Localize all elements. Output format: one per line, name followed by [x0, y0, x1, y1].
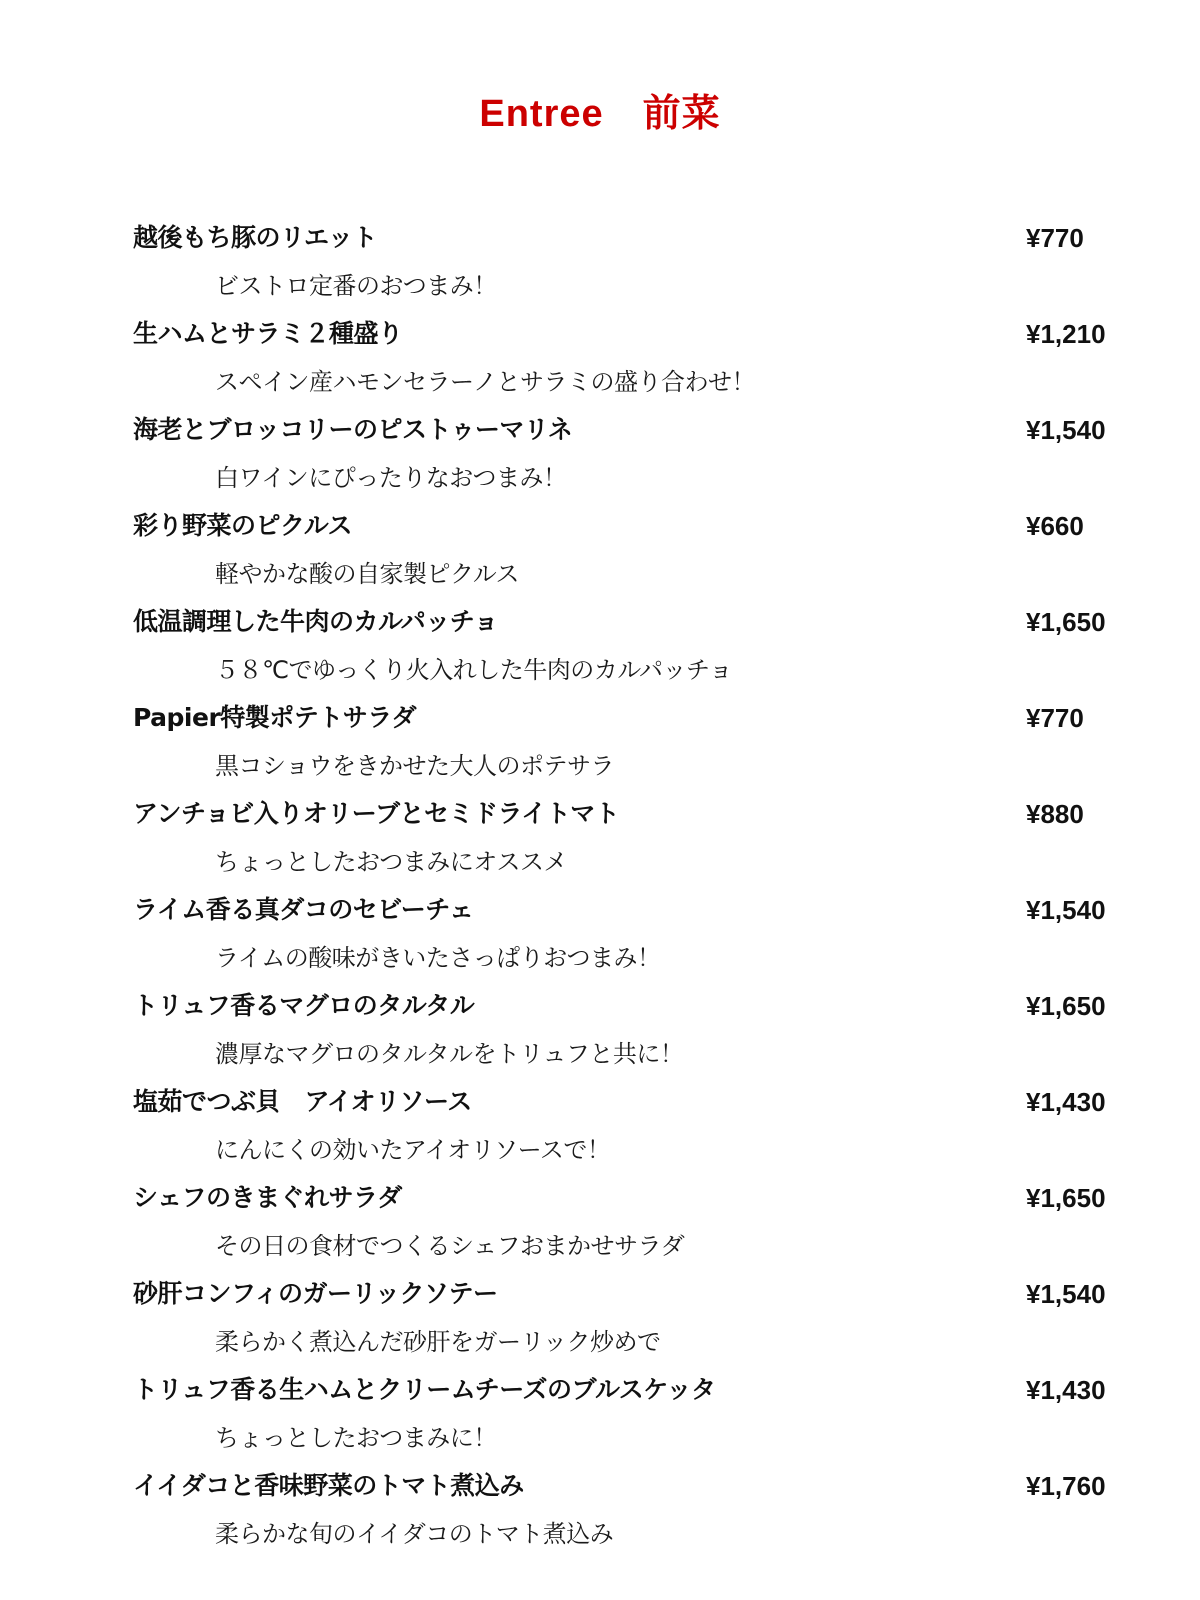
item-name: 生ハムとサラミ２種盛り — [133, 319, 403, 348]
item-name: 塩茹でつぶ貝 アイオリソース — [133, 1087, 472, 1116]
item-price: ¥1,540 — [1026, 415, 1106, 445]
menu-item — [133, 414, 1113, 510]
menu-item — [133, 798, 1113, 894]
item-description: 白ワインにぴったりなおつまみ！ — [215, 464, 567, 492]
item-price: ¥660 — [1026, 511, 1084, 541]
menu-item — [133, 318, 1113, 414]
item-name: 越後もち豚のリエット — [133, 223, 378, 252]
menu-list — [133, 222, 1113, 1566]
item-description: ちょっとしたおつまみにオススメ — [215, 848, 568, 876]
menu-item — [133, 606, 1113, 702]
menu-item — [133, 894, 1113, 990]
item-price: ¥880 — [1026, 799, 1084, 829]
item-description: ５８℃でゆっくり火入れした牛肉のカルパッチョ — [215, 656, 733, 684]
menu-item — [133, 1278, 1113, 1374]
item-price: ¥1,210 — [1026, 319, 1106, 349]
item-description: 柔らかな旬のイイダコのトマト煮込み — [215, 1520, 614, 1548]
item-name: 砂肝コンフィのガーリックソテー — [133, 1279, 498, 1308]
menu-item — [133, 1470, 1113, 1566]
item-name: アンチョビ入りオリーブとセミドライトマト — [133, 799, 620, 828]
item-description: その日の食材でつくるシェフおまかせサラダ — [215, 1232, 685, 1260]
item-name: 彩り野菜のピクルス — [133, 511, 353, 540]
page-title: Entree 前菜 — [479, 93, 721, 135]
item-description: 軽やかな酸の自家製ピクルス — [215, 560, 520, 588]
item-name: ライム香る真ダコのセビーチェ — [133, 895, 474, 924]
item-description: ライムの酸味がきいたさっぱりおつまみ！ — [215, 944, 661, 972]
item-description: にんにくの効いたアイオリソースで！ — [215, 1136, 611, 1164]
item-name: イイダコと香味野菜のトマト煮込み — [133, 1471, 524, 1500]
item-price: ¥770 — [1026, 223, 1084, 253]
item-description: 濃厚なマグロのタルタルをトリュフと共に！ — [215, 1040, 684, 1068]
item-price: ¥1,540 — [1026, 1279, 1106, 1309]
menu-item — [133, 702, 1113, 798]
item-price: ¥1,760 — [1026, 1471, 1106, 1501]
item-price: ¥770 — [1026, 703, 1084, 733]
menu-item — [133, 1374, 1113, 1470]
item-name: トリュフ香る生ハムとクリームチーズのブルスケッタ — [133, 1375, 716, 1404]
menu-item — [133, 510, 1113, 606]
menu-item — [133, 222, 1113, 318]
item-price: ¥1,650 — [1026, 991, 1106, 1021]
item-price: ¥1,430 — [1026, 1375, 1106, 1405]
item-price: ¥1,540 — [1026, 895, 1106, 925]
item-description: ビストロ定番のおつまみ！ — [215, 272, 497, 300]
item-price: ¥1,650 — [1026, 1183, 1106, 1213]
item-name: シェフのきまぐれサラダ — [133, 1183, 402, 1212]
item-description: 柔らかく煮込んだ砂肝をガーリック炒めで — [215, 1328, 661, 1356]
item-name: トリュフ香るマグロのタルタル — [133, 991, 475, 1020]
item-name: 低温調理した牛肉のカルパッチョ — [133, 607, 499, 636]
item-name: Papier特製ポテトサラダ — [133, 703, 417, 732]
menu-item — [133, 1086, 1113, 1182]
item-price: ¥1,650 — [1026, 607, 1106, 637]
menu-item — [133, 1182, 1113, 1278]
item-name: 海老とブロッコリーのピストゥーマリネ — [133, 415, 573, 444]
item-description: スペイン産ハモンセラーノとサラミの盛り合わせ！ — [215, 368, 756, 396]
item-description: ちょっとしたおつまみに！ — [215, 1424, 497, 1452]
item-price: ¥1,430 — [1026, 1087, 1106, 1117]
menu-item — [133, 990, 1113, 1086]
item-description: 黒コショウをきかせた大人のポテサラ — [215, 752, 615, 780]
